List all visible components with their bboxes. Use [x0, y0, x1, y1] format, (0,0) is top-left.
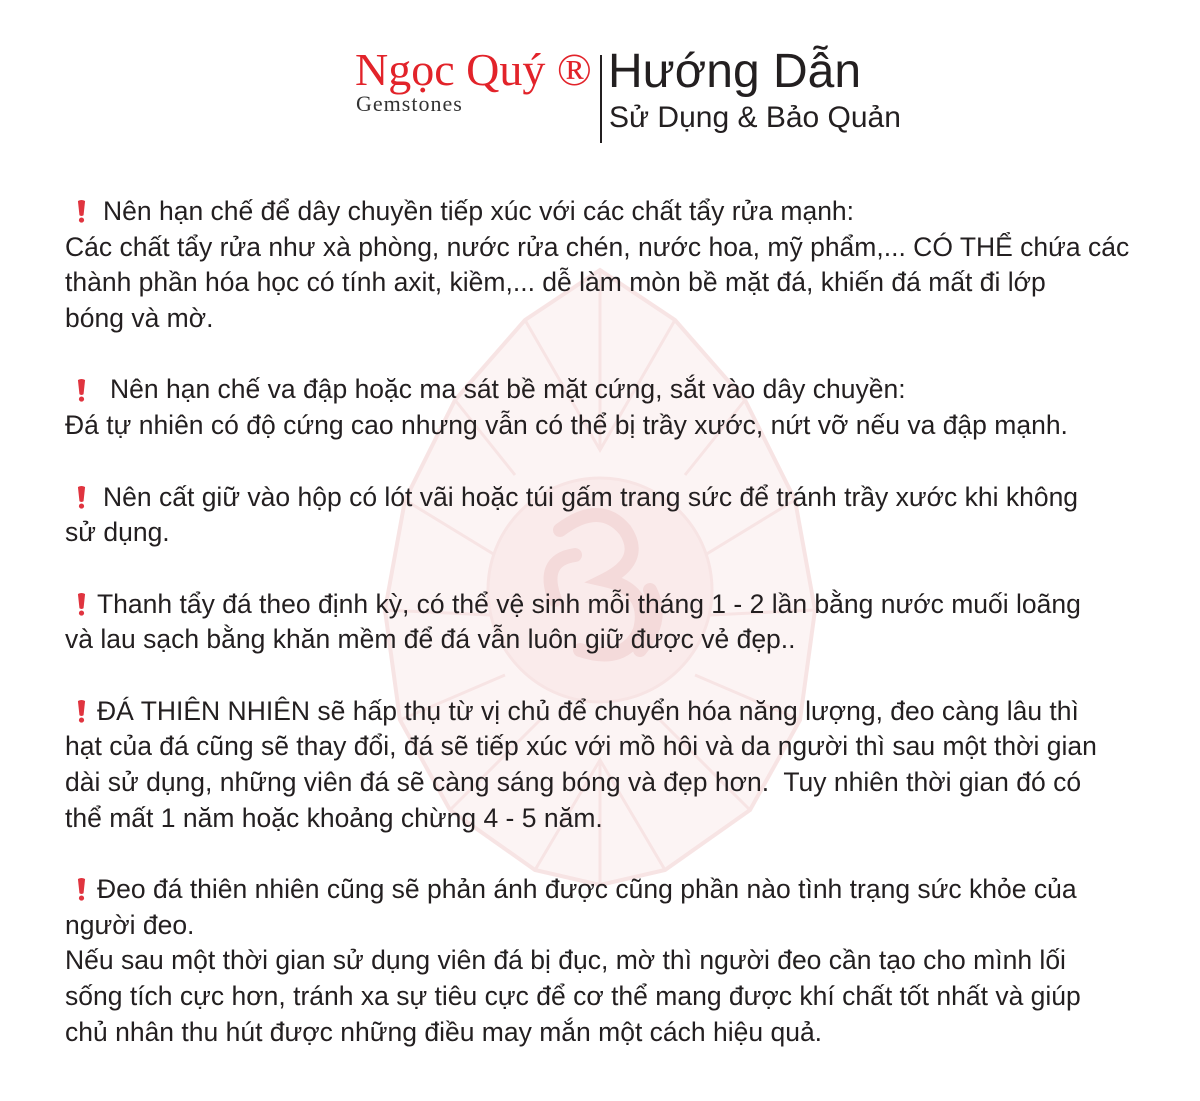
note-text: bóng và mờ. [65, 303, 214, 334]
note-heading-text: Đeo đá thiên nhiên cũng sẽ phản ánh được cũng phần nào tình trạng sức khỏe của [97, 874, 1077, 905]
note-text: và lau sạch bằng khăn mềm để đá vẫn luôn giữ được vẻ đẹp.. [65, 624, 796, 655]
note-heading-text: Nên hạn chế va đập hoặc ma sát bề mặt cứng, sắt vào dây chuyền: [110, 374, 906, 405]
note-text: hạt của đá cũng sẽ thay đổi, đá sẽ tiếp xúc với mồ hôi và da người thì sau một thời gian [65, 731, 1097, 762]
note-heading [65, 694, 1175, 730]
note-heading [65, 872, 1175, 908]
care-note [65, 872, 1175, 1050]
care-note [65, 694, 1175, 837]
note-heading-text: Nên cất giữ vào hộp có lót vãi hoặc túi gấm trang sức để tránh trầy xước khi không [103, 481, 1079, 512]
note-text: thành phần hóa học có tính axit, kiềm,... dễ làm mòn bề mặt đá, khiến đá mất đi lớp [65, 267, 1046, 298]
care-note [65, 372, 1175, 443]
header-divider [600, 55, 602, 143]
note-heading [65, 480, 1175, 516]
note-heading [65, 587, 1175, 623]
care-instructions [65, 194, 1175, 1051]
page-header [0, 0, 1200, 160]
note-heading-text: ĐÁ THIÊN NHIÊN sẽ hấp thụ từ vị chủ để chuyển hóa năng lượng, đeo càng lâu thì [97, 695, 1079, 726]
exclamation-icon [75, 877, 88, 902]
care-note [65, 587, 1175, 658]
care-note [65, 480, 1175, 551]
note-text: Các chất tẩy rửa như xà phòng, nước rửa chén, nước hoa, mỹ phẩm,... CÓ THỂ chứa các [65, 231, 1130, 262]
exclamation-icon [75, 485, 88, 510]
page-subtitle: Sử Dụng & Bảo Quản [609, 101, 901, 134]
brand-name: Ngọc Quý ® [355, 44, 592, 95]
exclamation-icon [75, 199, 88, 224]
note-text: thể mất 1 năm hoặc khoảng chừng 4 - 5 năm. [65, 802, 603, 833]
exclamation-icon [75, 592, 88, 617]
note-heading [65, 372, 1175, 408]
brand-tagline: Gemstones [356, 91, 463, 116]
note-heading [65, 194, 1175, 230]
note-text: Nếu sau một thời gian sử dụng viên đá bị đục, mờ thì người đeo cần tạo cho mình lối [65, 945, 1066, 976]
care-note [65, 194, 1175, 337]
note-text: sống tích cực hơn, tránh xa sự tiêu cực để cơ thể mang được khí chất tốt nhất và giúp [65, 981, 1081, 1012]
note-text: chủ nhân thu hút được những điều may mắn một cách hiệu quả. [65, 1016, 823, 1047]
note-text: người đeo. [65, 909, 195, 940]
note-text: Đá tự nhiên có độ cứng cao nhưng vẫn có thể bị trầy xước, nứt vỡ nếu va đập mạnh. [65, 410, 1068, 441]
note-heading-text: Nên hạn chế để dây chuyền tiếp xúc với các chất tẩy rửa mạnh: [103, 196, 855, 226]
note-text: dài sử dụng, những viên đá sẽ càng sáng bóng và đẹp hơn. Tuy nhiên thời gian đó có [65, 767, 1082, 797]
exclamation-icon [75, 699, 88, 724]
note-heading-text: Thanh tẩy đá theo định kỳ, có thể vệ sinh mỗi tháng 1 - 2 lần bằng nước muối loãng [97, 588, 1081, 619]
page-title: Hướng Dẫn [608, 45, 862, 98]
note-text: sử dụng. [65, 517, 170, 548]
exclamation-icon [75, 378, 88, 403]
